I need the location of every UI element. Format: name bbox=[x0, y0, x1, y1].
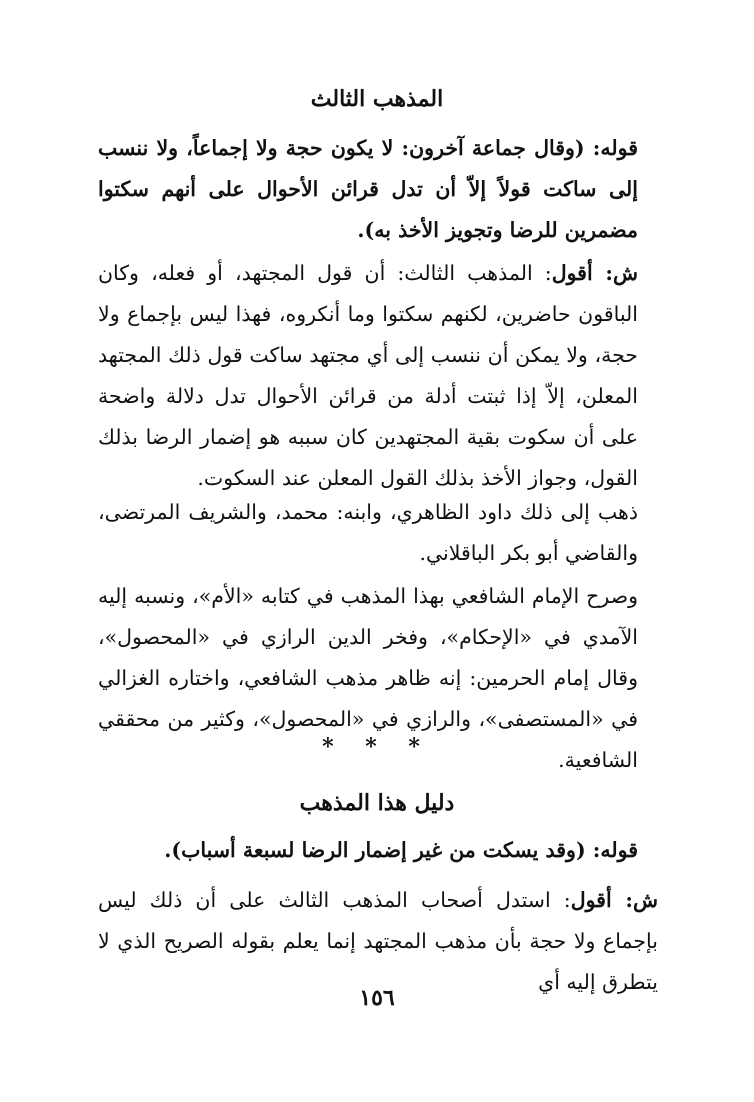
section-title: المذهب الثالث bbox=[310, 86, 444, 112]
adherents-paragraph: ذهب إلى ذلك داود الظاهري، وابنه: محمد، والشريف المرتضى، والقاضي أبو بكر الباقلاني. bbox=[98, 500, 638, 565]
commentary-lead: أقول bbox=[551, 261, 593, 285]
section-title: دليل هذا المذهب bbox=[299, 790, 455, 816]
section-separator: * * * bbox=[322, 734, 432, 760]
commentary-paragraph bbox=[98, 253, 658, 499]
attribution-paragraph: وصرح الإمام الشافعي بهذا المذهب في كتابه «الأم»، ونسبه إليه الآمدي في «الإحكام»، وفخر الدين الرازي في «المحصول»، وقال إمام الحرمين: إنه ظاهر مذهب الشافعي، واختاره الغزالي في «المستصفى»، والرازي في «المحصول»، وكثير من محققي الشافعية. bbox=[98, 584, 638, 772]
quoted-statement: قوله: (وقد يسكت من غير إضمار الرضا لسبعة أسباب). bbox=[164, 838, 638, 862]
commentary-prefix: ش: bbox=[611, 888, 658, 912]
commentary-prefix: ش: bbox=[592, 261, 638, 285]
page-number: ١٥٦ bbox=[359, 985, 395, 1011]
commentary-text: : استدل أصحاب المذهب الثالث على أن ذلك ليس بإجماع ولا حجة بأن مذهب المجتهد إنما يعلم بقوله الصريح الذي لا يتطرق إليه أي bbox=[98, 888, 658, 994]
commentary-text: : المذهب الثالث: أن قول المجتهد، أو فعله، وكان الباقون حاضرين، لكنهم سكتوا وما أنكروه، فهذا ليس بإجماع ولا حجة، ولا يمكن أن ننسب إلى أي مجتهد ساكت قول ذلك المجتهد المعلن، إلاّ إذا ثبتت أدلة من قرائن الأحوال تدل دلالة واضحة على أن سكوت بقية المجتهدين كان سببه هو إضمار الرضا بذلك القول، وجواز الأخذ بذلك القول المعلن عند السكوت. bbox=[98, 261, 639, 490]
commentary-lead: أقول bbox=[570, 888, 612, 912]
quoted-statement: قوله: (وقال جماعة آخرون: لا يكون حجة ولا إجماعاً، ولا ننسب إلى ساكت قولاً إلاّ أن تدل قرائن الأحوال على أنهم سكتوا مضمرين للرضا وتجويز الأخذ به). bbox=[98, 136, 638, 242]
